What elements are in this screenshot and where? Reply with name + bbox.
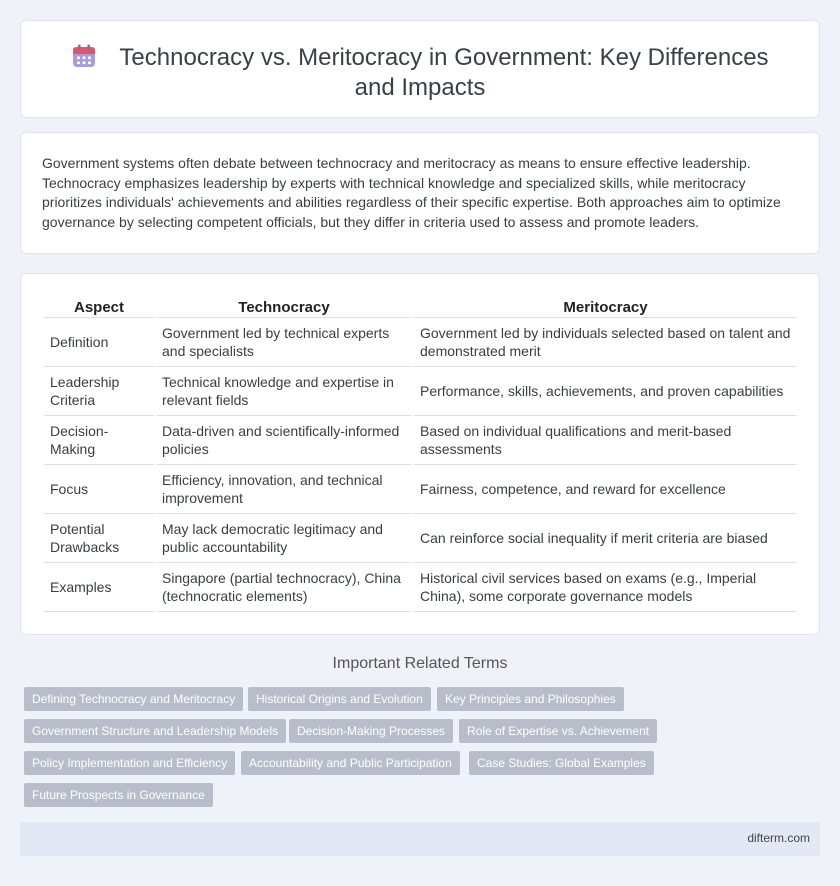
table-row (44, 367, 797, 416)
related-term-tag[interactable]: Government Structure and Leadership Models (24, 719, 286, 743)
related-term-tag[interactable]: Policy Implementation and Efficiency (24, 751, 235, 775)
cell-meritocracy: Historical civil services based on exams (e.g., Imperial China), some corporate governance models (414, 563, 797, 612)
cell-meritocracy: Can reinforce social inequality if merit criteria are biased (414, 514, 797, 563)
related-term-tag[interactable]: Defining Technocracy and Meritocracy (24, 687, 243, 711)
related-term-tag[interactable]: Accountability and Public Participation (241, 751, 460, 775)
cell-meritocracy: Performance, skills, achievements, and proven capabilities (414, 367, 797, 416)
comparison-table (42, 294, 799, 612)
intro-card (20, 132, 820, 254)
cell-technocracy: Government led by technical experts and specialists (156, 318, 412, 367)
cell-aspect: Decision-Making (44, 416, 154, 465)
related-terms-title: Important Related Terms (332, 655, 508, 672)
table-header-row (44, 294, 797, 318)
page-title (51, 43, 789, 103)
table-row (44, 416, 797, 465)
related-term-tag[interactable]: Historical Origins and Evolution (248, 687, 431, 711)
cell-technocracy: Technical knowledge and expertise in relevant fields (156, 367, 412, 416)
comparison-card (20, 273, 820, 635)
cell-aspect: Examples (44, 563, 154, 612)
header-meritocracy: Meritocracy (414, 294, 797, 318)
table-row (44, 318, 797, 367)
header-technocracy: Technocracy (156, 294, 412, 318)
table-row (44, 563, 797, 612)
cell-aspect: Definition (44, 318, 154, 367)
intro-paragraph: Government systems often debate between technocracy and meritocracy as means to ensure effective leadership. Technocracy emphasizes leadership by experts with technical knowledge and specialized skills, while meritocracy prioritizes individuals' achievements and abilities regardless of their specific expertise. Both approaches aim to optimize governance by selecting competent officials, but they differ in criteria used to assess and promote leaders. (42, 155, 781, 230)
cell-meritocracy: Based on individual qualifications and merit-based assessments (414, 416, 797, 465)
calendar-icon (71, 43, 97, 69)
cell-technocracy: May lack democratic legitimacy and public accountability (156, 514, 412, 563)
cell-technocracy: Singapore (partial technocracy), China (technocratic elements) (156, 563, 412, 612)
footer-site-link[interactable]: difterm.com (747, 831, 810, 845)
table-row (44, 465, 797, 514)
cell-meritocracy: Government led by individuals selected based on talent and demonstrated merit (414, 318, 797, 367)
cell-aspect: Focus (44, 465, 154, 514)
cell-technocracy: Efficiency, innovation, and technical improvement (156, 465, 412, 514)
related-term-tag[interactable]: Decision-Making Processes (289, 719, 453, 743)
related-term-tag[interactable]: Key Principles and Philosophies (437, 687, 624, 711)
related-term-tag[interactable]: Role of Expertise vs. Achievement (459, 719, 657, 743)
related-term-tag[interactable]: Future Prospects in Governance (24, 783, 213, 807)
related-term-tag[interactable]: Case Studies: Global Examples (469, 751, 654, 775)
header-aspect: Aspect (44, 294, 154, 318)
footer-bar (20, 822, 820, 856)
cell-meritocracy: Fairness, competence, and reward for excellence (414, 465, 797, 514)
cell-aspect: Potential Drawbacks (44, 514, 154, 563)
header-card (20, 20, 820, 118)
cell-technocracy: Data-driven and scientifically-informed policies (156, 416, 412, 465)
table-row (44, 514, 797, 563)
page-title-text: Technocracy vs. Meritocracy in Government: Key Differences and Impacts (119, 44, 769, 101)
cell-aspect: Leadership Criteria (44, 367, 154, 416)
